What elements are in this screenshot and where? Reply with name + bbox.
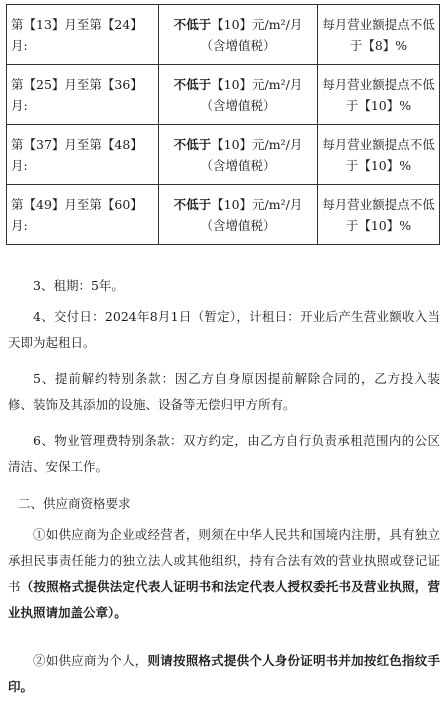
table-row <box>7 5 440 65</box>
enterprise-requirement-paragraph <box>8 522 440 626</box>
period-cell <box>7 185 159 245</box>
rent-schedule-table <box>6 4 440 245</box>
share-cell <box>318 125 440 185</box>
share-line1: 每月营业额提点不低 <box>322 136 435 152</box>
table-row <box>7 125 440 185</box>
rent-note: （含增值税） <box>200 37 276 53</box>
rent-note: （含增值税） <box>200 217 276 233</box>
rent-prefix: 不低于 <box>173 136 212 152</box>
period-text: 第【25】月至第【36】月: <box>11 76 143 113</box>
period-text: 第【37】月至第【48】月: <box>11 136 143 173</box>
rent-prefix: 不低于 <box>173 196 212 212</box>
share-line2: 于【10】% <box>345 97 412 113</box>
enterprise-bold-text: （按照格式提供法定代表人证明书和法定代表人授权委托书及营业执照，营业执照请加盖公章）。 <box>8 579 440 620</box>
share-line1: 每月营业额提点不低 <box>322 16 435 32</box>
individual-requirement-paragraph <box>8 648 440 700</box>
rent-value: 【10】元/m²/月 <box>211 136 303 152</box>
rent-prefix: 不低于 <box>173 16 212 32</box>
rent-cell <box>159 125 318 185</box>
period-cell <box>7 125 159 185</box>
rent-note: （含增值税） <box>200 157 276 173</box>
share-cell <box>318 65 440 125</box>
enterprise-text: ①如供应商为企业或经营者，则须在中华人民共和国境内注册，具有独立承担民事责任能力的独立法人或其他组织，持有合法有效的营业执照或登记证书 <box>8 527 440 594</box>
period-cell <box>7 5 159 65</box>
share-line1: 每月营业额提点不低 <box>322 196 435 212</box>
early-termination-paragraph: 5、提前解约特别条款：因乙方自身原因提前解除合同的，乙方投入装修、装饰及其添加的设施、设备等无偿归甲方所有。 <box>8 371 440 412</box>
share-line1: 每月营业额提点不低 <box>322 76 435 92</box>
table-row <box>7 65 440 125</box>
period-cell <box>7 65 159 125</box>
period-text: 第【49】月至第【60】月: <box>11 196 143 233</box>
rent-value: 【10】元/m²/月 <box>211 76 303 92</box>
rent-prefix: 不低于 <box>173 76 212 92</box>
rent-value: 【10】元/m²/月 <box>211 196 303 212</box>
delivery-date-paragraph: 4、交付日：2024年8月1日（暂定），计租日：开业后产生营业额收入当天即为起租日。 <box>8 309 440 350</box>
period-text: 第【13】月至第【24】月: <box>11 16 143 53</box>
section-heading: 二、供应商资格要求 <box>18 496 131 511</box>
rent-cell <box>159 5 318 65</box>
individual-bold-text: 则请按照格式提供个人身份证明书并加按红色指纹手印。 <box>8 653 440 694</box>
share-cell <box>318 5 440 65</box>
share-line2: 于【10】% <box>345 217 412 233</box>
rent-note: （含增值税） <box>200 97 276 113</box>
table-row <box>7 185 440 245</box>
lease-term-paragraph: 3、租期：5年。 <box>33 278 124 293</box>
property-management-paragraph: 6、物业管理费特别条款：双方约定，由乙方自行负责承租范围内的公区清洁、安保工作。 <box>8 433 440 474</box>
individual-text: ②如供应商为个人， <box>33 653 148 668</box>
rent-cell <box>159 185 318 245</box>
share-line2: 于【10】% <box>345 157 412 173</box>
rent-cell <box>159 65 318 125</box>
share-cell <box>318 185 440 245</box>
share-line2: 于【8】% <box>349 37 408 53</box>
rent-value: 【10】元/m²/月 <box>211 16 303 32</box>
